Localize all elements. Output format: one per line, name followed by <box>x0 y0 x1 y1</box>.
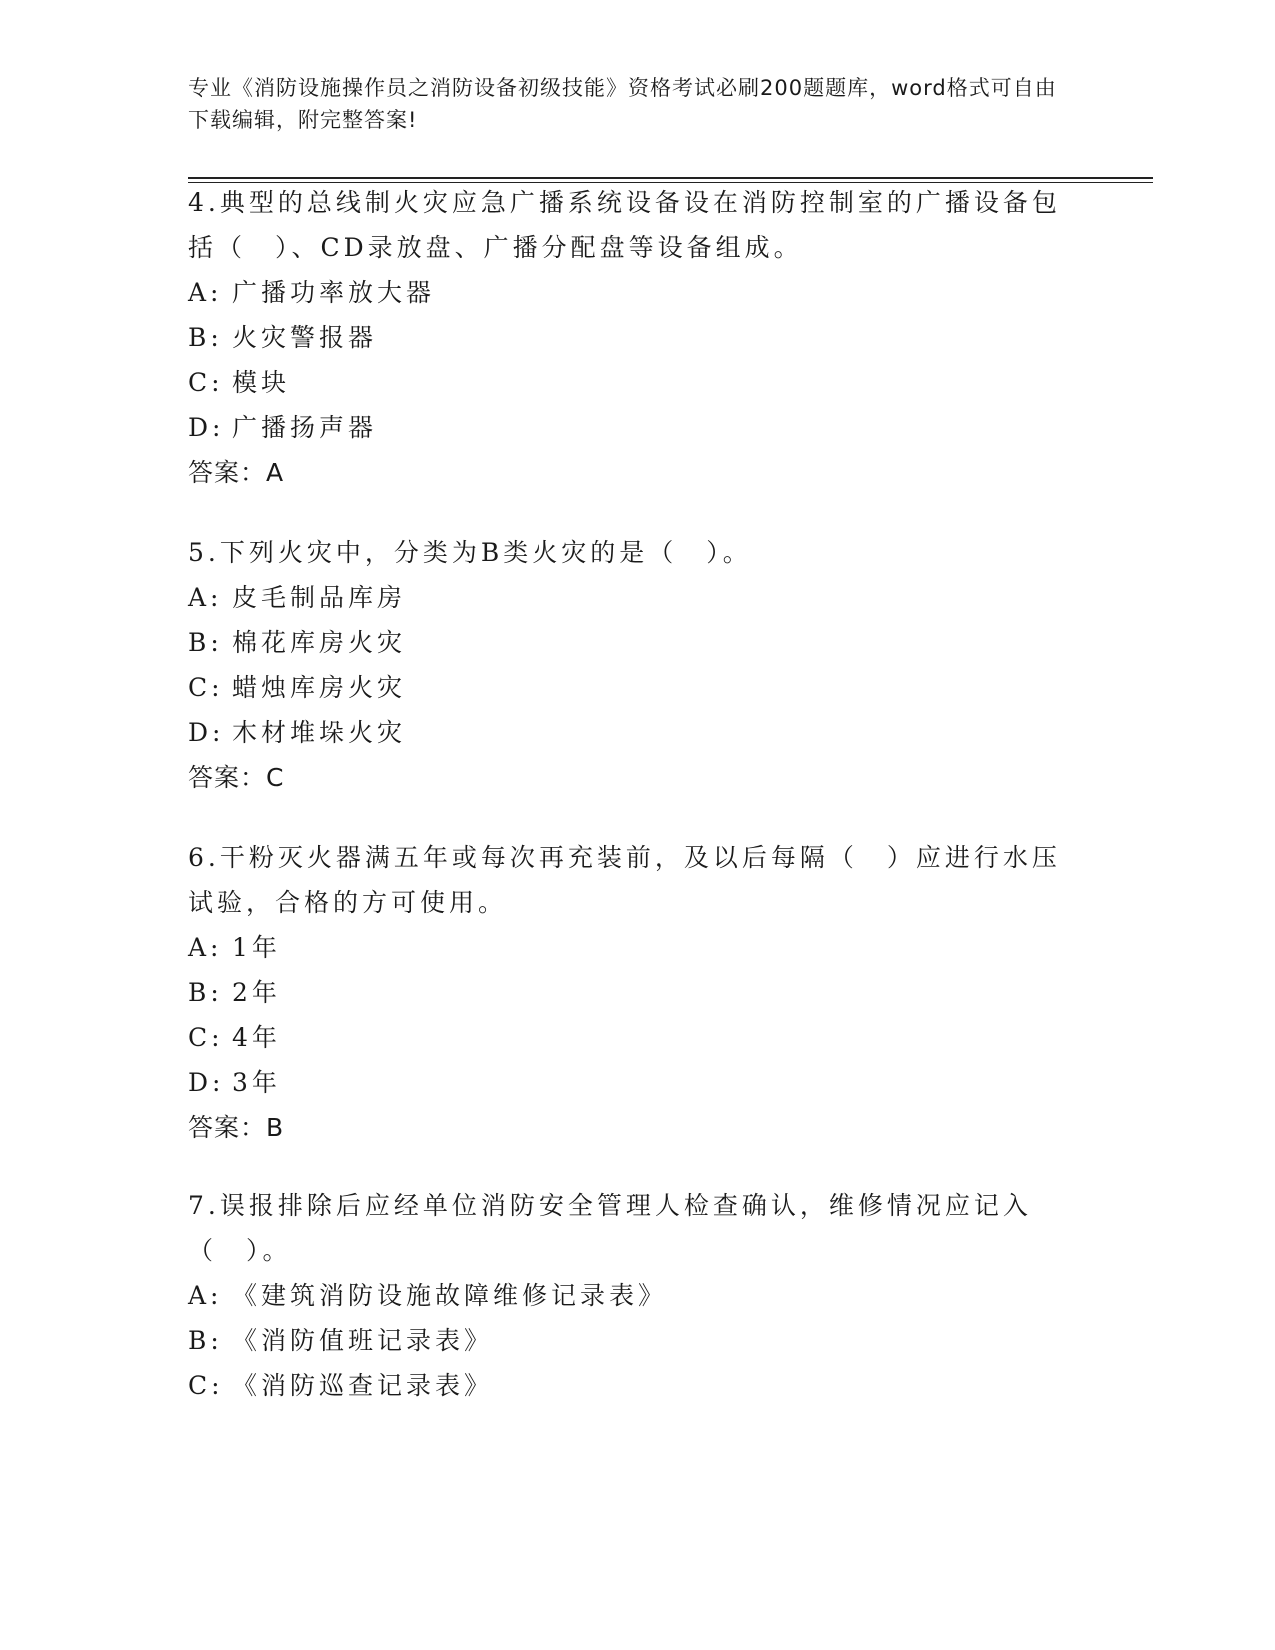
question-6 <box>188 835 1068 1150</box>
option-text: 棉花库房火灾 <box>232 628 407 657</box>
option-c <box>188 360 1068 405</box>
option-key: C: <box>188 1023 224 1052</box>
question-4 <box>188 180 1068 495</box>
option-a <box>188 925 1068 970</box>
option-text: 2年 <box>232 978 281 1007</box>
option-b <box>188 1318 1068 1363</box>
answer-line: 答案：C <box>188 763 285 792</box>
question-stem: 5.下列火灾中，分类为B类火灾的是（ ）。 <box>188 538 752 567</box>
option-key: B: <box>188 1326 223 1355</box>
option-text: 广播扬声器 <box>232 413 378 442</box>
question-5 <box>188 530 1068 800</box>
question-stem: 6.干粉灭火器满五年或每次再充装前，及以后每隔（ ）应进行水压试验，合格的方可使用。 <box>188 843 1061 917</box>
question-stem: 7.误报排除后应经单位消防安全管理人检查确认，维修情况应记入（ ）。 <box>188 1191 1032 1265</box>
option-a <box>188 270 1068 315</box>
answer-line: 答案：B <box>188 1113 285 1142</box>
option-text: 《消防巡查记录表》 <box>232 1371 494 1400</box>
document-header: 专业《消防设施操作员之消防设备初级技能》资格考试必刷200题题库，word格式可自由下载编辑，附完整答案! <box>188 76 1057 132</box>
option-key: D: <box>188 718 225 747</box>
option-text: 蜡烛库房火灾 <box>232 673 407 702</box>
option-text: 皮毛制品库房 <box>232 583 407 612</box>
option-c <box>188 1015 1068 1060</box>
option-key: C: <box>188 1371 224 1400</box>
option-d <box>188 710 1068 755</box>
option-key: D: <box>188 413 225 442</box>
option-key: B: <box>188 628 223 657</box>
option-key: C: <box>188 368 224 397</box>
header-rule-thick <box>188 177 1153 179</box>
option-text: 4年 <box>232 1023 281 1052</box>
option-text: 模块 <box>232 368 291 397</box>
option-text: 火灾警报器 <box>232 323 378 352</box>
option-b <box>188 620 1068 665</box>
option-text: 《建筑消防设施故障维修记录表》 <box>232 1281 668 1310</box>
option-key: B: <box>188 978 223 1007</box>
option-key: C: <box>188 673 224 702</box>
option-key: A: <box>188 933 223 962</box>
option-key: A: <box>188 583 223 612</box>
option-text: 《消防值班记录表》 <box>232 1326 494 1355</box>
option-text: 1年 <box>232 933 281 962</box>
option-key: D: <box>188 1068 225 1097</box>
option-d <box>188 1060 1068 1105</box>
option-text: 木材堆垛火灾 <box>232 718 407 747</box>
option-b <box>188 315 1068 360</box>
option-text: 广播功率放大器 <box>232 278 436 307</box>
question-7 <box>188 1183 1068 1408</box>
question-stem: 4.典型的总线制火灾应急广播系统设备设在消防控制室的广播设备包括（ ）、CD录放盘、广播分配盘等设备组成。 <box>188 188 1061 262</box>
option-c <box>188 665 1068 710</box>
option-a <box>188 1273 1068 1318</box>
option-c <box>188 1363 1068 1408</box>
option-key: A: <box>188 278 223 307</box>
option-key: B: <box>188 323 223 352</box>
option-a <box>188 575 1068 620</box>
option-text: 3年 <box>232 1068 281 1097</box>
option-key: A: <box>188 1281 223 1310</box>
answer-line: 答案：A <box>188 458 285 487</box>
option-b <box>188 970 1068 1015</box>
option-d <box>188 405 1068 450</box>
